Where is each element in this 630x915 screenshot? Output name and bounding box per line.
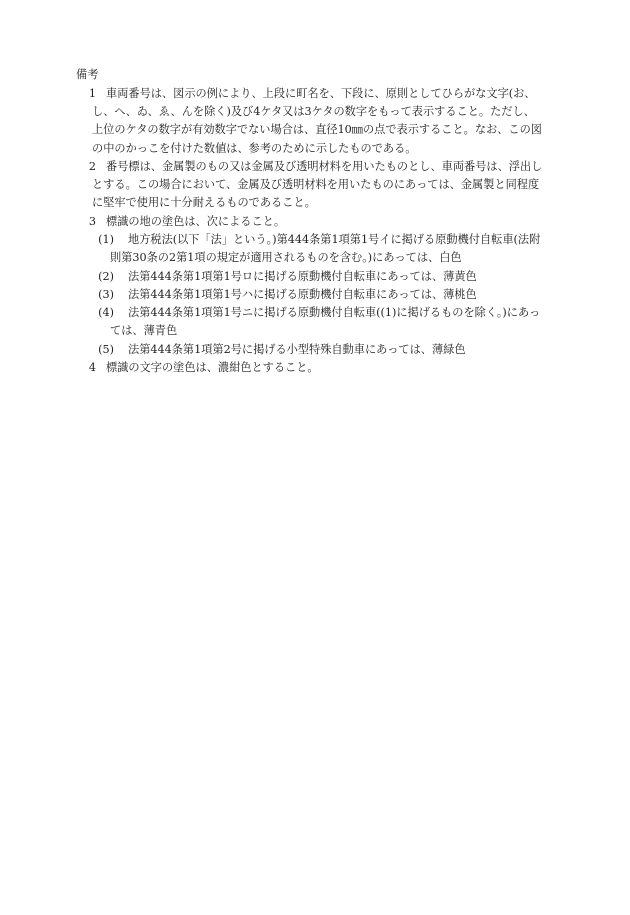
item-text: 番号標は、金属製のもの又は金属及び透明材料を用いたものとし、車両番号は、浮出しとする。この場合において、金属及び透明材料を用いたものにあっては、金属製と同程度に堅牢で使用に十分耐えるものであること。: [92, 160, 543, 210]
sub-item-number: (4): [98, 306, 114, 319]
item-number: 2: [88, 160, 96, 173]
sub-item-text: 地方税法(以下「法」という。)第444条第1項第1号イに掲げる原動機付自転車(法附則第30条の2第1項の規定が適用されるものを含む。)にあっては、白色: [110, 233, 541, 265]
item-number: 4: [88, 361, 96, 374]
sub-item-text: 法第444条第1項第2号に掲げる小型特殊自動車にあっては、薄緑色: [128, 343, 466, 356]
item-number: 3: [88, 215, 96, 228]
remarks-heading: 備考: [76, 68, 99, 81]
sub-item-text: 法第444条第1項第1号ニに掲げる原動機付自転車((1)に掲げるものを除く。)にあっては、薄青色: [110, 306, 541, 338]
sub-item-text: 法第444条第1項第1号ロに掲げる原動機付自転車にあっては、薄黄色: [128, 270, 477, 283]
sub-item-number: (3): [98, 288, 114, 301]
item-text: 標識の文字の塗色は、濃紺色とすること。: [106, 361, 319, 374]
item-text: 標識の地の塗色は、次によること。: [106, 215, 286, 228]
sub-item-number: (2): [98, 270, 114, 283]
sub-item-number: (5): [98, 343, 114, 356]
sub-item-text: 法第444条第1項第1号ハに掲げる原動機付自転車にあっては、薄桃色: [128, 288, 477, 301]
item-text: 車両番号は、図示の例により、上段に町名を、下段に、原則としてひらがな文字(お、し、へ、ゐ、ゑ、んを除く)及び4ケタ又は3ケタの数字をもって表示すること。ただし、上位のケタの数字が有効数字でない場合は、直径10㎜の点で表示すること。なお、この図の中のかっこを付けた数値は、参考のために示したものである。: [92, 87, 542, 155]
item-number: 1: [88, 87, 96, 100]
sub-item-number: (1): [98, 233, 114, 246]
